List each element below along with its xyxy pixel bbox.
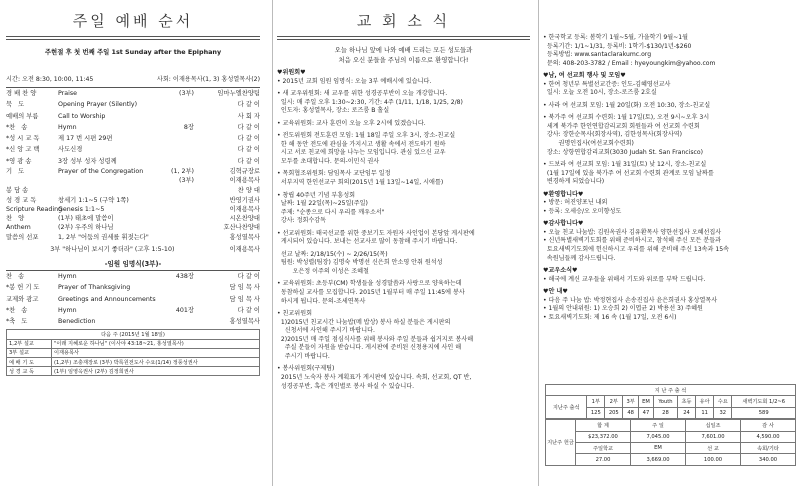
- order-item-content: Benediction: [58, 318, 96, 326]
- news-line: 등록방법: www.santaclarakumc.org: [543, 51, 652, 59]
- news-line: ♥남, 여 선교회 행사 및 모임♥: [543, 72, 626, 80]
- offering-label: 지난주 헌금: [546, 420, 576, 466]
- order-row: [6, 305, 260, 316]
- order-item-content: [58, 185, 160, 196]
- order-item-content: 3부 "하나님이 보시기 좋더라" (고후 1:5-10): [50, 245, 175, 253]
- order-item-label: *신 앙 고 백: [6, 146, 40, 154]
- news-line: 선교 날짜: 2/18/15(수) ~ 2/26/15(목): [277, 250, 388, 258]
- news-line: 오은정 이주의 이성은 조혜철: [277, 267, 369, 275]
- order-item-person: 찬 양 대: [237, 187, 260, 195]
- order-item-label: *찬 송: [6, 123, 28, 131]
- news-line: (1월 17일에 있을 북가주 여 선교회 수련회 관계로 모임 날짜를: [543, 169, 714, 177]
- attendance-value: 24: [677, 407, 695, 418]
- order-item-content: Hymn: [58, 272, 77, 280]
- offering-col-header: 주일학교: [576, 442, 631, 453]
- news-line: • 토요새벽기도회: 제 16 속 (1월 17일, 오전 6시): [543, 313, 677, 321]
- order-item-content: Call to Worship: [58, 112, 106, 120]
- order-row: [6, 244, 260, 255]
- attendance-col-header: 초등: [677, 396, 695, 407]
- news-line: • 다음 주 나눔 밥: 박정현집사 손송진집사 윤은희권사 홍상열목사: [543, 296, 718, 304]
- order-row: [6, 122, 260, 133]
- news-line: 강사: 장한순목사(회장사역), 김한성목사(회장사역): [543, 131, 682, 139]
- order-item-content: Prayer of the Congregation: [58, 168, 144, 176]
- news-line: 날짜: 1월 22일(목)~25일(주일): [277, 200, 368, 208]
- news-line: • 신년특별새벽기도회를 위해 준비하시고, 참석해 주신 모든 분들과: [543, 237, 722, 245]
- news-line: • 해국에 계신 교우들을 위해서 기도와 위로를 부탁 드립니다.: [543, 275, 706, 283]
- news-line: • 사라 여 선교회 모임: 1월 20일(화) 오전 10:30, 장소-친교실: [543, 101, 711, 109]
- next-week-row: [7, 348, 260, 357]
- order-item-label: [6, 244, 50, 255]
- order-item-person: 다 같 이: [237, 272, 260, 280]
- order-item-label: 예배의 부름: [6, 112, 39, 120]
- order-item-label: *성 시 교 독: [6, 135, 40, 143]
- worship-order-list: [6, 88, 260, 255]
- next-week-row: [7, 358, 260, 367]
- news-line: 인도자: 홍성열목사, 장소: 로즈룸 B 홀실: [277, 107, 390, 115]
- order-item-note: [174, 244, 207, 255]
- order-row: [6, 167, 260, 185]
- order-item-person: 다 같 이: [237, 123, 260, 131]
- order-item-person: 다 같 이: [237, 157, 260, 165]
- order-item-note: [160, 232, 198, 243]
- news-line: • 드보라 여 선교회 모임: 1월 31일(토) 낮 12시, 장소-친교실: [543, 161, 707, 169]
- order-item-person: 홍성열목사: [229, 234, 260, 242]
- order-item-content: 1, 2부 "어둠의 권세를 휘젓는다": [58, 234, 149, 242]
- order-row: [6, 282, 260, 293]
- order-item-note: [160, 185, 198, 196]
- order-item-content: Greetings and Announcements: [58, 295, 156, 303]
- order-item-content: 사도신경: [58, 146, 83, 154]
- order-item-note: [160, 282, 198, 293]
- news-line: • 새 교우위원회: 새 교우를 위한 성경공부반이 오늘 개강합니다.: [277, 90, 448, 98]
- news-line: 등록기간: 1/1~1/31, 등록비: 1학기-$130/1년-$260: [543, 42, 692, 50]
- news-line: • 오늘 친교 나눔밥: 김원옥권사 김유환목사 양한선집사 오혜선집사: [543, 228, 722, 236]
- news-line: 1)2015년 친교시간 나눔밥(메 밥상) 봉사 하실 분들은 게시판의: [277, 318, 451, 326]
- order-row: [6, 144, 260, 155]
- order-item-note: 438장: [175, 272, 194, 280]
- news-line: 세계 북가주 한인연합감리교회 회원들과 여 선교회 수련회: [543, 122, 700, 130]
- order-item-note: [160, 316, 198, 327]
- order-item-note: (3부): [178, 90, 194, 97]
- attendance-value: 48: [623, 407, 639, 418]
- news-line: 게시되어 있습니다. 보내는 선교사로 많이 동참해 주시기 바랍니다.: [277, 238, 458, 246]
- news-list-2: [543, 34, 796, 322]
- order-item-note: [160, 214, 198, 232]
- news-line: 문의: 408-203-3782 / Email : hyeyoungkim@yahoo.com: [543, 59, 716, 67]
- order-item-person: 홍성열목사: [229, 318, 260, 326]
- news-line: 신청서에 사인해 주시기 바랍니다.: [277, 327, 375, 335]
- order-item-person: 임마누엘찬양팀: [217, 90, 260, 97]
- order-item-label: *찬 송: [6, 306, 28, 314]
- attendance-col-header: Youth: [653, 396, 677, 407]
- offering-col-header: 십일조: [686, 420, 741, 431]
- offering-value: 100.00: [686, 454, 741, 465]
- offering-col-header: 속회/기타: [741, 442, 796, 453]
- next-week-value: 이재용목사: [52, 348, 260, 357]
- order-row: [6, 214, 260, 232]
- attendance-col-header: 유아: [696, 396, 714, 407]
- order-item-label: 경 배 찬 양: [6, 90, 37, 97]
- next-week-row: [7, 339, 260, 348]
- order-item-note: [160, 99, 198, 110]
- offering-value: 27.00: [576, 454, 631, 465]
- order-item-person: 사 회 자: [237, 112, 260, 120]
- title-rule: [277, 36, 530, 40]
- church-news-column-2: [538, 0, 800, 486]
- attendance-col-header: 수요: [714, 396, 732, 407]
- news-line: • 목회협조위원회: 담임목사 교단임무 일정: [277, 170, 391, 178]
- attendance-value: 28: [653, 407, 677, 418]
- order-item-label: 성 경 교 독 Scripture Reading: [6, 197, 63, 214]
- attendance-col-header: 새벽기도회 1/2~6: [732, 396, 796, 407]
- news-line: 서부지역 한인선교구 회의(2015년 1월 13일~14일, 시애틀): [277, 179, 444, 187]
- order-item-person: 다 같 이: [237, 101, 260, 109]
- news-line: 성경공부반, 혹은 개인별로 봉사 하실 수 있습니다.: [277, 382, 415, 390]
- next-week-value: (1,2부) 조충재장로 (3부) 박록원전도사 수요(1/14) 정풍성권사: [52, 358, 260, 367]
- news-line: • 봉사위원회(구제팀): [277, 365, 335, 373]
- offering-value: 7,601.00: [686, 431, 741, 442]
- offering-table: [545, 419, 796, 466]
- worship-order-title: 주일 예배 순서: [72, 12, 194, 30]
- order-item-content: Opening Prayer (Silently): [58, 101, 138, 109]
- news-line: 변경하게 되었습니다): [543, 178, 605, 186]
- news-line: • 한여 청년부 특별선교간증: 인도-김혜영선교사: [543, 80, 671, 88]
- order-item-label: 찬 양 Anthem: [6, 215, 31, 232]
- order-item-person: 다 같 이: [237, 135, 260, 143]
- order-item-label: *축 도: [6, 318, 28, 326]
- offering-value: 4,590.00: [741, 431, 796, 442]
- order-item-person: 다 같 이: [237, 146, 260, 154]
- attendance-value: 205: [605, 407, 623, 418]
- news-line: 모두를 초대합니다. 문의-이민식 권사: [277, 157, 380, 165]
- attendance-col-header: 2부: [605, 396, 623, 407]
- order-row: [6, 232, 260, 243]
- news-line: ♥교우소식♥: [543, 267, 578, 275]
- order-item-person: 시온찬양대 호산나찬양대: [223, 215, 260, 232]
- next-week-header: 다음 주 (2015년 1월 18일): [7, 330, 260, 339]
- order-item-content: 3장 성부 성자 성령께: [58, 157, 117, 165]
- order-item-content: Hymn: [58, 123, 77, 131]
- order-item-content: Praise: [58, 90, 78, 97]
- order-row: [6, 111, 260, 122]
- offering-value: 340.00: [741, 454, 796, 465]
- next-week-label: 예 배 기 도: [7, 358, 52, 367]
- news-line: 주시기 바랍니다.: [277, 352, 330, 360]
- ordination-section-label: -임원 임명식(3부)-: [104, 259, 162, 268]
- next-week-label: 성 경 교 독: [7, 367, 52, 376]
- offering-col-header: 선 교: [686, 442, 741, 453]
- church-news-column: [272, 0, 534, 486]
- order-item-label: 찬 송: [6, 272, 25, 280]
- order-item-person: 이재용목사: [229, 245, 260, 253]
- service-subtitle: 주현절 후 첫 번째 주일 1st Sunday after the Epiphany: [44, 48, 222, 56]
- news-line: • 친교위원회: [277, 310, 312, 318]
- service-time: 시간: 오전 8:30, 10:00, 11:45: [6, 76, 94, 83]
- offering-col-header: 합 계: [576, 420, 631, 431]
- order-item-content: (1부) 태초에 말씀이 (2부) 우주의 하나님: [58, 215, 114, 232]
- news-line: 일시: 매 주일 오후 1:30~2:30, 기간: 4주 (1/11, 1/18, 1/25, 2/8): [277, 98, 463, 106]
- offering-value: 3,669.00: [631, 454, 686, 465]
- order-row: [6, 196, 260, 214]
- order-item-label: 기 도: [6, 168, 25, 176]
- news-line: • 교육위원회: 초등부(CM) 학생들을 성경말씀과 사랑으로 양육하는데: [277, 280, 462, 288]
- order-item-note: [160, 156, 198, 167]
- attendance-value: 11: [696, 407, 714, 418]
- news-line: • 전도위원회 전도훈련 모임: 1월 18일 주일 오후 3시, 장소-친교실: [277, 132, 456, 140]
- order-row: [6, 156, 260, 167]
- order-item-person: 반영기권사 이재용목사: [229, 197, 260, 214]
- worship-order-column: [0, 0, 268, 486]
- news-line: • 창립 40주년 기념 부흥성회: [277, 191, 355, 199]
- news-line: 동참하실 교사를 모집합니다. 2015년 1월부터 매 주일 11:45에 봉사: [277, 289, 465, 297]
- worship-order-list-2: [6, 271, 260, 327]
- order-item-person: 김혁규장로 이재용목사: [229, 168, 260, 185]
- order-item-label: *봉 헌 기 도: [6, 284, 40, 292]
- order-row: [6, 294, 260, 305]
- news-line: • 한국학교 등록: 봄학기 1월~5월, 가을학기 9월~1월: [543, 34, 688, 41]
- order-row: [6, 271, 260, 282]
- news-line: • 북가주 여 선교회 수련회: 1월 17일(토), 오전 9시~오후 3시: [543, 114, 710, 122]
- news-line: ♥감사합니다♥: [543, 220, 584, 228]
- title-rule: [6, 36, 260, 40]
- order-item-label: 말씀의 선포: [6, 234, 39, 242]
- order-item-note: (1, 2부) (3부): [170, 168, 194, 185]
- offering-value: 7,045.00: [631, 431, 686, 442]
- next-week-label: 1,2부 설교: [7, 339, 52, 348]
- attendance-col-header: 3부: [623, 396, 639, 407]
- attendance-value: 589: [732, 407, 796, 418]
- order-item-note: 8장: [183, 123, 194, 131]
- news-line: 한 해 동안 전도에 관심을 가지시고 생활 속에서 전도하기 원하: [277, 140, 446, 148]
- order-item-content: 제 17 번 시편 29편: [58, 135, 113, 143]
- news-line: 주제: "순종으로 다시 우리를 깨우소서": [277, 208, 385, 216]
- news-line: • 방문: 허진양포닌 내외: [543, 199, 608, 207]
- next-week-row: [7, 367, 260, 376]
- order-item-note: [160, 111, 198, 122]
- news-line: 하시게 됩니다. 문의-조세연목사: [277, 297, 366, 305]
- news-line: ♥환영합니다♥: [543, 190, 584, 198]
- news-line: • 선교위원회: 태국선교를 위한 중보기도 자원자 사인업이 본당앞 게시판에: [277, 229, 475, 237]
- news-line: • 교육위원회: 교사 훈련이 오늘 오후 2시에 있겠습니다.: [277, 119, 426, 127]
- news-line: 2015년 노숙자 봉사 계획표가 게시판에 있습니다. 속회, 선교회, QT 반,: [277, 373, 472, 381]
- attendance-label: 지난주 출석: [546, 396, 587, 419]
- order-item-content: Hymn: [58, 306, 77, 314]
- news-line: 권명인집사(여선교회수련회): [543, 140, 634, 148]
- news-line: ♥위원회♥: [277, 69, 306, 76]
- attendance-table: [545, 384, 796, 419]
- attendance-col-header: 1부: [587, 396, 605, 407]
- order-item-label: 교제와 광고: [6, 295, 39, 303]
- welcome-line-1: 오늘 하나님 앞에 나와 예배 드리는 모든 성도들과: [334, 46, 473, 54]
- welcome-line-2: 처음 오신 분들을 주님의 이름으로 환영합니다!: [338, 56, 469, 64]
- order-item-person: 담 임 목 사: [229, 295, 260, 303]
- news-line: 장소: 상항연합감리교회(3030 Judah St. San Francisco): [543, 148, 703, 156]
- news-line: 주실 분들이 자원을 받습니다. 게시판에 준비된 신청용지에 사인 해: [277, 344, 462, 352]
- order-row: [6, 185, 260, 196]
- next-week-label: 3부 설교: [7, 348, 52, 357]
- news-line: 속원님들께 감사드립니다.: [543, 254, 616, 262]
- news-line: 시고 서로 친교에 희망을 나누는 모임입니다. 관심 있으신 교우: [277, 149, 446, 157]
- offering-col-header: 주 일: [631, 420, 686, 431]
- next-week-table: [6, 329, 260, 376]
- news-line: ♥안 내♥: [543, 288, 568, 296]
- offering-col-header: EM: [631, 442, 686, 453]
- news-line: • 1월의 안내위원: 1) 오승희 2) 이엽균 2) 박용선 3) 주혜원: [543, 305, 703, 313]
- order-item-note: [160, 144, 198, 155]
- news-line: • 등록: 오세승/오 오미향성도: [543, 207, 622, 215]
- order-row: [6, 316, 260, 327]
- order-item-label: 봉 담 송: [6, 187, 29, 195]
- news-line: 강사: 정회수감독: [277, 217, 327, 225]
- order-item-note: [160, 133, 198, 144]
- offering-value: $23,372.00: [576, 431, 631, 442]
- church-news-title: 교 회 소 식: [356, 12, 451, 30]
- order-row: [6, 88, 260, 99]
- order-item-content: 창세기 1:1~5 (구약 1쪽) Genesis 1:1~5: [58, 197, 129, 214]
- news-line: 토요새벽기도회에 헌신하시고 우리를 위해 준비해 주신 13속과 15속: [543, 246, 729, 254]
- offering-col-header: 감 사: [741, 420, 796, 431]
- news-line: • 2015년 교회 임원 임명식: 오늘 3부 예배시에 있습니다.: [277, 77, 432, 85]
- attendance-value: 125: [587, 407, 605, 418]
- order-item-content: Prayer of Thanksgiving: [58, 284, 131, 292]
- news-list: [277, 69, 530, 391]
- next-week-value: (1부) 임영옥권사 (2부) 김정희권사: [52, 367, 260, 376]
- order-row: [6, 133, 260, 144]
- order-item-note: [160, 196, 198, 214]
- attendance-col-header: EM: [638, 396, 653, 407]
- order-item-label: 묵 도: [6, 101, 25, 109]
- attendance-value: 32: [714, 407, 732, 418]
- next-week-value: "이래 지혜로운 하나님" (이사야 43:18~21, 홍성열목사): [52, 339, 260, 348]
- service-ministers: 사회: 이재용목사(1, 3) 홍성열목사(2): [156, 76, 260, 83]
- order-item-label: *영 광 송: [6, 157, 32, 165]
- order-item-person: 담 임 목 사: [229, 284, 260, 292]
- attendance-header: 지 난 주 출 석: [546, 385, 796, 396]
- order-item-person: 다 같 이: [237, 306, 260, 314]
- order-item-note: [160, 294, 198, 305]
- news-line: 2)2015년 매 주일 점심식사를 위해 봉사와 주일 분들과 쉽거지로 봉사해: [277, 335, 474, 343]
- order-item-note: 401장: [175, 306, 194, 314]
- attendance-value: 47: [638, 407, 653, 418]
- order-row: [6, 99, 260, 110]
- news-line: 팀원: 박성렬(팀장) 김명숙 박명선 신은희 안소영 안취 원석성: [277, 259, 443, 267]
- news-line: 일시: 오늘 오전 10시, 장소-로즈룸 2호실: [543, 89, 657, 97]
